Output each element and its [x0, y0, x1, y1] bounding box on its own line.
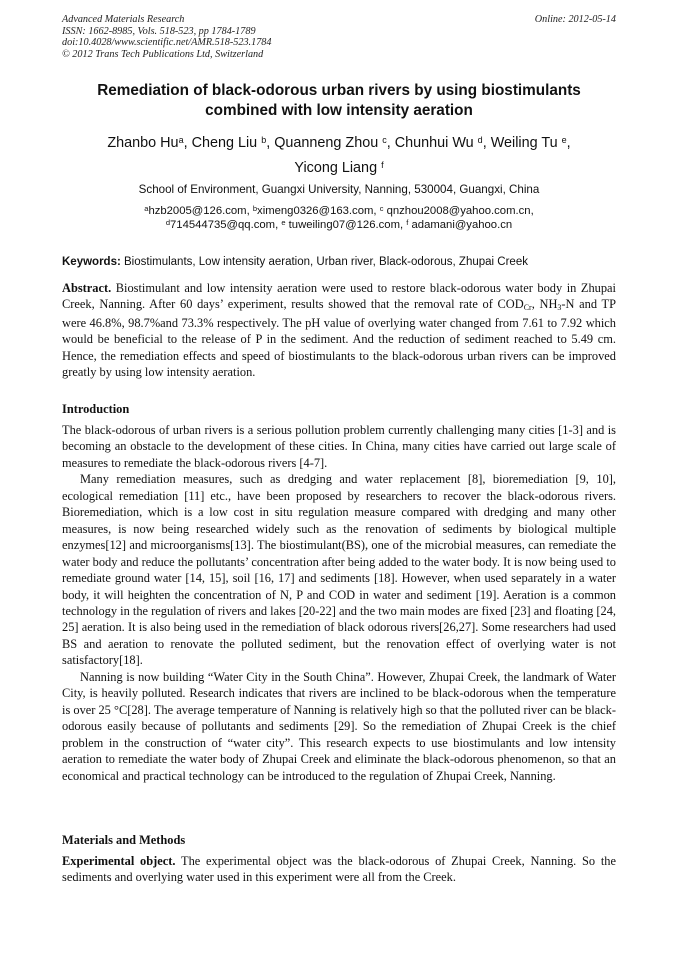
author-name: Chunhui Wu: [394, 135, 474, 151]
author-line-1: Zhanbo Hu$^a$, Cheng Liu $^b$, Quanneng Zhou $^c$, Chunhui Wu $^d$, Weiling Tu $^e$,: [107, 135, 571, 151]
abstract-paragraph: [62, 280, 616, 381]
email-address: tuweiling07@126.com: [288, 219, 400, 231]
author-sup: e: [561, 135, 567, 145]
email-sup: c: [379, 204, 384, 213]
intro-paragraph-2: Many remediation measures, such as dredging and water replacement [8], bioremediation [9, 10], ecological remediation [11] etc., have been proposed by researchers to recover the black-odorous rivers. Bioremediation, which is a low cost in situ regulation measure compared with dredging and many other measures, is now being researched widely such as the renovation of sediments by biological multiple enzymes[12] and microorganisms[13]. The biostimulant(BS), one of the microbial measures, can remediate the water body and reduce the pollutants’ concentration after being added to the water body. It is now being used to remediate ground water [14, 15], soil [16, 17] and sediments [18]. However, when used separately in a water body, it will heighten the concentration of N, P and COD in water and sediment [19]. Aeration is a common technology in the regulation of rivers and lakes [20-22] and the two main modes are fixed [23] and floating [24, 25] aeration. It is also being used in the remediation of black odorous rivers[26,27]. Some researchers had used BS and aeration to renovate the polluted sediment, but the renovation effect of overlying water is not satisfactory[18].: [62, 472, 616, 668]
copyright-line: © 2012 Trans Tech Publications Ltd, Switzerland: [62, 48, 264, 60]
email-sup: e: [281, 218, 286, 227]
intro-paragraph-1: The black-odorous of urban rivers is a serious pollution problem currently challenging many cities [1-3] and is becoming an obstacle to the development of these cities. In China, many cities have carried out large scale of measures to remediate the black-odorous rivers [4-7].: [62, 423, 616, 470]
author-name: Quanneng Zhou: [274, 135, 379, 151]
title-line-2: combined with low intensity aeration: [205, 101, 473, 119]
affiliation: School of Environment, Guangxi University, Nanning, 530004, Guangxi, China: [138, 183, 540, 196]
author-sup: a: [178, 135, 184, 145]
experimental-object-text: The experimental object was the black-odorous of Zhupai Creek, Nanning. So the sediments and overlying water used in this experiment were all from the Creek.: [62, 854, 616, 885]
nh-subscript: 3: [557, 303, 562, 313]
email-sup: d: [165, 218, 170, 227]
abstract-text-2: , NH: [531, 297, 558, 312]
email-address: qnzhou2008@yahoo.com.cn: [386, 205, 531, 217]
email-address: 714544735@qq.com: [170, 219, 276, 231]
email-sup: a: [144, 204, 149, 213]
email-address: adamani@yahoo.cn: [411, 219, 513, 231]
email-line-2: $^d$714544735@qq.com, $^e$ tuweiling07@126.com, $^f$ adamani@yahoo.cn: [165, 218, 513, 231]
author-name: Weiling Tu: [490, 135, 558, 151]
keywords-text: Biostimulants, Low intensity aeration, Urban river, Black-odorous, Zhupai Creek: [124, 256, 528, 268]
author-line-2: [62, 156, 616, 181]
email-line-1: $^a$hzb2005@126.com, $^b$ximeng0326@163.com, $^c$ qnzhou2008@yahoo.com.cn,: [144, 204, 534, 217]
experimental-object-label: Experimental object.: [62, 854, 176, 868]
journal-header: [62, 14, 616, 60]
abstract-text-1: Biostimulant and low intensity aeration were used to restore black-odorous water body in Zhupai Creek, Nanning. After 60 days’ experiment, results showed that the removal rate of COD: [62, 281, 616, 312]
journal-name: Advanced Materials Research: [62, 14, 185, 25]
email-address: hzb2005@126.com: [148, 205, 247, 217]
email-sup: f: [406, 218, 409, 227]
issn-line: ISSN: 1662-8985, Vols. 518-523, pp 1784-1789: [62, 25, 256, 37]
introduction-heading: Introduction: [62, 402, 130, 416]
author-sup: d: [477, 135, 483, 145]
author-name: Cheng Liu: [191, 135, 258, 151]
title-line-1: Remediation of black-odorous urban rivers by using biostimulants: [97, 82, 581, 99]
intro-paragraph-3: Nanning is now building “Water City in the South China”. However, Zhupai Creek, the landmark of Water City, is heavily polluted. Research indicates that rivers are inclined to be black-odorous when the temperature is over 25 °C[28]. The average temperature of Nanning is relatively high so that the polluted river can be black-odorous easily because of pollutants and sediments [29]. So the remediation of Zhupai Creek is the chief problem in the construction of “water city”. This research expects to use biostimulants and low intensity aeration to remediate the water body of Zhupai Creek and eliminate the black-odorous phenomenon, so that an economical and practical technology can be introduced to the regulation of Zhupai Creek, Nanning.: [62, 669, 616, 783]
author-name: Yicong Liang: [294, 160, 378, 176]
email-sup: b: [252, 204, 258, 213]
methods-body: [62, 853, 616, 886]
methods-paragraph: [62, 853, 616, 886]
author-list: [62, 131, 616, 181]
paper-title: [62, 81, 616, 120]
abstract-label: Abstract.: [62, 281, 112, 295]
keywords: [62, 255, 622, 269]
methods-heading: Materials and Methods: [62, 833, 186, 847]
introduction-body: [62, 422, 616, 784]
cod-subscript: Cr: [523, 303, 532, 313]
abstract: [62, 280, 616, 381]
abstract-text-3: -N and TP were 46.8%, 98.7%and 73.3% respectively. The pH value of overlying water changed from 7.61 to 7.92 which would be beneficial to the release of P in the sediment. And the reduction of sediment reached to 5.49 cm. Hence, the remediation effects and speed of biostimulants to the black-odorous urban rivers can be improved greatly by using low intensity aeration.: [62, 297, 617, 380]
author-name: Zhanbo Hu: [107, 135, 179, 151]
doi-line: doi:10.4028/www.scientific.net/AMR.518-523.1784: [62, 37, 272, 49]
author-sup: b: [261, 135, 267, 145]
author-sup: f: [381, 160, 384, 170]
author-sup: c: [382, 135, 387, 145]
keywords-label: Keywords:: [62, 256, 121, 268]
online-date: Online: 2012-05-14: [534, 14, 616, 25]
email-list: [62, 204, 616, 232]
email-address: ximeng0326@163.com: [257, 205, 374, 217]
